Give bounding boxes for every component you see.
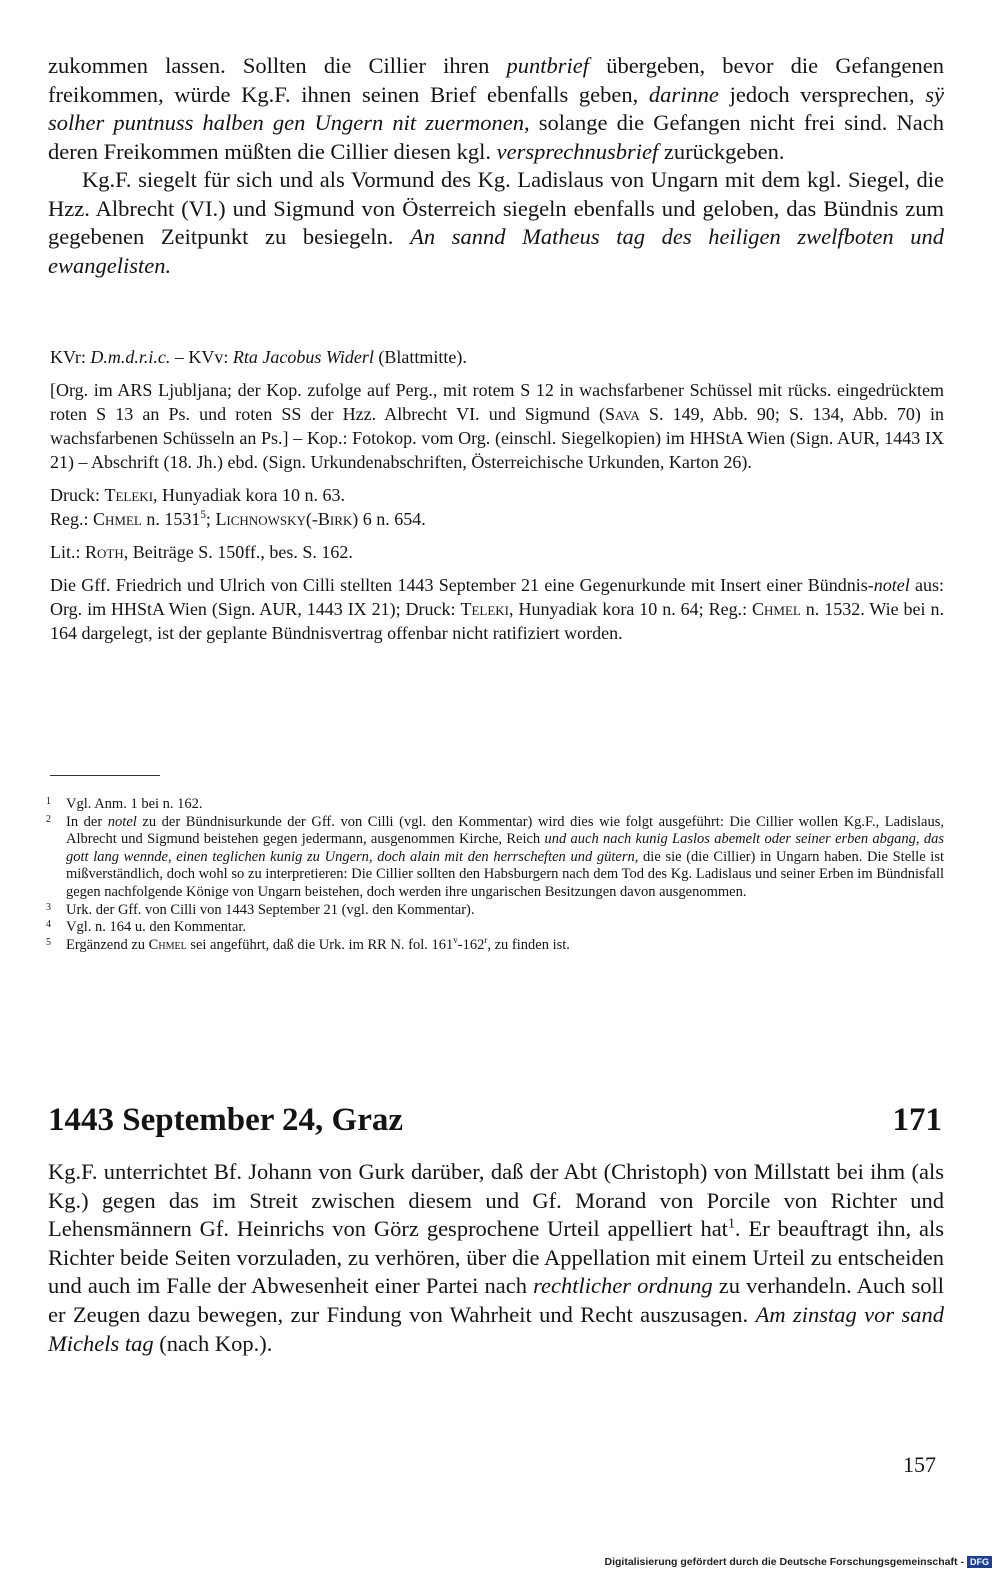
footnote-number: 2 — [46, 813, 51, 825]
text-run: übergeben, bevor die Gefangenen freikommen, würde Kg.F. ihnen seinen Brief ebenfalls geben, — [48, 53, 945, 107]
text-run: 6 n. 654. — [358, 509, 426, 529]
text-run: r — [484, 934, 488, 945]
footnote-number: 5 — [46, 936, 51, 948]
text-run: zu verhandeln. Auch soll er Zeugen dazu bewegen, zur Findung von Wahrheit und Recht auszusagen. — [48, 1273, 944, 1327]
text-run: Ergänzend zu — [66, 936, 149, 953]
text-run: sei angeführt, daß die Urk. im RR N. fol. 161 — [186, 936, 454, 953]
text-run: puntbrief — [506, 53, 590, 78]
text-run: ; — [205, 509, 216, 529]
text-run: Lit.: — [50, 542, 85, 562]
footnote-text — [66, 919, 944, 937]
text-run: rechtlicher ordnung — [533, 1273, 713, 1299]
text-run: sÿ solher puntnuss halben gen Ungern nit zuermonen — [48, 81, 944, 135]
footnote-1 — [46, 796, 944, 814]
text-run: jedoch versprechen, — [718, 81, 926, 107]
footnote-text — [66, 814, 944, 902]
text-run: Urk. der Gff. von Cilli von 1443 September 21 (vgl. den Kommentar). — [66, 901, 475, 918]
original-description — [50, 378, 944, 474]
text-run: Lichnowsky(-Birk) — [215, 509, 359, 529]
text-run: -162 — [457, 936, 485, 953]
text-run: Sava — [604, 404, 640, 424]
text-run: versprechnusbrief — [496, 138, 659, 164]
text-run: Rta Jacobus Widerl — [232, 347, 374, 367]
footnote-text — [66, 902, 944, 920]
text-run: notel — [107, 813, 137, 830]
text-run: Die Gff. Friedrich und Ulrich von Cilli stellten 1443 September 21 eine Gegenurkunde mit Insert einer Bündnis- — [50, 575, 874, 595]
funding-footer: Digitalisierung gefördert durch die Deutsche Forschungsgemeinschaft - DFG — [605, 1556, 992, 1568]
text-run: Teleki — [460, 599, 510, 619]
commentary — [50, 573, 944, 645]
text-run: und auch nach kunig Laslos abemelt oder seiner erben abgang, das gott lang wennde, einen teglichen kunig zu Ungern, doch alain mit den herrscheften und gütern, — [66, 831, 944, 865]
text-run: , Hunyadiak kora 10 n. 63. — [153, 485, 345, 505]
text-run: zukommen lassen. Sollten die Cillier ihren — [48, 53, 507, 78]
paragraph-treaty-conditions — [48, 52, 944, 166]
footnote-number: 1 — [46, 796, 51, 807]
endorsement-note — [50, 345, 944, 369]
text-run: . Er beauftragt ihn, als Richter beide Seiten vorzuladen, zu verhören, über die Appellation mit einem Urteil zu entscheiden und auch im Falle der Abwesenheit einer Partei nach — [48, 1216, 944, 1299]
text-run: , Beiträge S. 150ff., bes. S. 162. — [123, 542, 353, 562]
entry-regest — [48, 1158, 944, 1358]
text-run: v — [453, 934, 458, 945]
footnotes — [46, 796, 944, 954]
text-run: Kg.F. siegelt für sich und als Vormund des Kg. Ladislaus von Ungarn mit dem kgl. Siegel, die Hzz. Albrecht (VI.) und Sigmund von Österreich siegeln ebenfalls und geloben, das Bündnis zum gegebenen Zeitpunkt zu besiegeln. — [48, 167, 944, 249]
footnote-4 — [46, 919, 944, 937]
entry-171-text — [48, 1158, 944, 1358]
previous-entry-text — [48, 52, 944, 280]
dfg-logo: DFG — [967, 1556, 992, 1568]
text-run: notel — [873, 575, 910, 595]
text-run: In der — [66, 813, 108, 830]
text-run: zurückgeben. — [658, 138, 785, 164]
text-run: die sie (die Cillier) in Ungarn haben. Die Stelle ist mißverständlich, doch wohl so zu interpretieren: Die Cillier sollten den Habsburgern nach dem Tod des Kg. Ladislaus und seiner Erben im Bündnisfall gegen nachfolgende Könige von Ungarn beistehen, doch werden ihre ungarischen Besitzungen davon ausgenommen. — [66, 848, 945, 900]
text-run: Reg.: — [50, 509, 93, 529]
text-run: S. 149, Abb. 90; S. 134, Abb. 70) in wachsfarbenen Schüsseln an Ps.] – Kop.: Fotokop. vom Org. (einschl. Siegelkopien) im HHStA Wien (Sign. AUR, 1443 IX 21) – Abschrift (18. Jh.) ebd. (Sign. Urkundenabschriften, Österreichische Urkunden, Karton 26). — [50, 404, 945, 472]
entry-date-place: 1443 September 24, Graz — [48, 1102, 403, 1138]
text-run: n. 1531 — [141, 509, 201, 529]
text-run: Roth — [85, 542, 124, 562]
text-run: , Hunyadiak kora 10 n. 64; Reg.: — [509, 599, 753, 619]
text-run: Vgl. Anm. 1 bei n. 162. — [66, 796, 203, 812]
text-run: Chmel — [148, 936, 187, 953]
text-run: (nach Kop.). — [153, 1330, 273, 1356]
footnote-number: 3 — [46, 901, 51, 913]
text-run: Vgl. n. 164 u. den Kommentar. — [66, 919, 247, 936]
paragraph-seals — [48, 166, 944, 280]
footnote-2 — [46, 814, 944, 902]
source-apparatus — [50, 345, 944, 645]
funding-text: Digitalisierung gefördert durch die Deutsche Forschungsgemeinschaft — [604, 1556, 958, 1568]
text-run: An sannd Matheus tag des heiligen zwelfboten und ewangelisten. — [48, 224, 945, 278]
footnote-number: 4 — [46, 919, 51, 931]
text-run: 5 — [200, 509, 206, 521]
page-number: 157 — [903, 1452, 936, 1477]
footnote-text — [66, 934, 944, 955]
footnote-text — [66, 796, 944, 814]
entry-number: 171 — [892, 1102, 942, 1138]
text-run: – KVv: — [170, 347, 233, 367]
literature-reference — [50, 540, 944, 564]
text-run: Druck: — [50, 485, 105, 505]
text-run: Kg.F. unterrichtet Bf. Johann von Gurk darüber, daß der Abt (Christoph) von Millstatt bei ihm (als Kg.) gegen das im Streit zwischen diesem und Gf. Morand von Porcile von Richter und Lehensmännern Gf. Heinrichs von Görz gesprochene Urteil appelliert hat — [48, 1159, 944, 1242]
text-run: (Blattmitte). — [373, 347, 467, 367]
text-run: Teleki — [104, 485, 154, 505]
text-run: Am zinstag vor sand Michels tag — [48, 1301, 944, 1356]
text-run: KVr: — [50, 347, 91, 367]
text-run: Chmel — [93, 509, 142, 529]
text-run: aus: Org. im HHStA Wien (Sign. AUR, 1443 IX 21); Druck: — [50, 575, 944, 619]
footnote-5 — [46, 934, 944, 955]
text-run: n. 1532. Wie bei n. 164 dargelegt, ist der geplante Bündnisvertrag offenbar nicht ratifiziert worden. — [50, 599, 944, 643]
text-run: D.m.d.r.i.c. — [90, 347, 171, 367]
text-run: , solange die Gefangen nicht frei sind. Nach deren Freikommen müßten die Cillier diesen kgl. — [48, 110, 944, 164]
text-run: [Org. im ARS Ljubljana; der Kop. zufolge auf Perg., mit rotem S 12 in wachsfarbener Schüssel mit rücks. eingedrücktem roten S 13 an Ps. und roten SS der Hzz. Albrecht VI. und Sigmund ( — [50, 380, 944, 424]
text-run: zu der Bündnisurkunde der Gff. von Cilli (vgl. den Kommentar) wird dies wie folgt ausgeführt: Die Cillier wollen Kg.F., Ladislaus, Albrecht und Sigmund beistehen gegen jedermann, ausgenommen Kirche, Reich — [66, 813, 944, 848]
text-run: 1 — [727, 1216, 735, 1232]
text-run: darinne — [648, 81, 719, 107]
print-reference — [50, 483, 944, 507]
entry-heading — [48, 1100, 942, 1140]
regest-reference — [50, 507, 944, 531]
footnote-3 — [46, 902, 944, 920]
text-run: Chmel — [752, 599, 801, 619]
footnote-divider — [50, 775, 160, 777]
text-run: , zu finden ist. — [487, 936, 570, 953]
